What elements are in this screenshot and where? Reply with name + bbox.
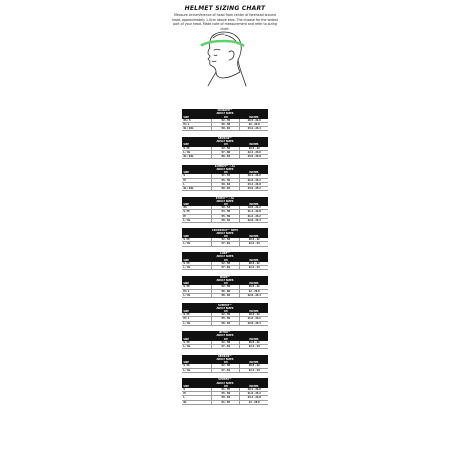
column-header: INCHES — [240, 259, 268, 262]
inches-cell: 20.5 - 22 — [240, 285, 268, 289]
size-table — [182, 116, 268, 132]
column-header: SIZE — [182, 143, 212, 146]
chart-subtitle: ADULT SIZES — [216, 357, 234, 361]
size-cell: L / XL — [182, 368, 212, 372]
cm-cell: 57 - 61 — [212, 368, 240, 372]
cm-cell: 55 - 59 — [212, 214, 240, 218]
size-cell: L / XL — [182, 321, 212, 325]
inches-cell: 21.6 - 23.2 — [240, 392, 268, 396]
table-row — [182, 218, 268, 222]
table-row — [182, 345, 268, 349]
chart-subtitle: ADULT SIZES — [216, 167, 234, 171]
cm-cell: 57 - 61 — [212, 266, 240, 270]
size-table — [182, 310, 268, 326]
column-header: INCHES — [240, 116, 268, 119]
chart-model-name: SENSOR™ — [217, 354, 233, 358]
size-cell: S / M — [182, 285, 212, 289]
chart-header — [182, 197, 268, 204]
inches-cell: 20.1 - 21.6 — [240, 388, 268, 392]
size-table — [182, 385, 268, 405]
chart-header — [182, 109, 268, 116]
chart-subtitle: ADULT SIZES — [216, 381, 234, 385]
inches-cell: 22.4 - 24 — [240, 368, 268, 372]
inches-cell: 19.6 - 21.2 — [240, 206, 268, 210]
inches-cell: 23.2 - 24.8 — [240, 396, 268, 400]
chart-header — [182, 378, 268, 385]
column-header: INCHES — [240, 143, 268, 146]
size-cell: M — [182, 392, 212, 396]
column-header: INCHES — [240, 203, 268, 206]
cm-cell: 58 - 62 — [212, 293, 240, 297]
size-cell: L / XL — [182, 218, 212, 222]
column-header: CM — [212, 259, 240, 262]
table-row — [182, 400, 268, 404]
inches-cell: 23.2 - 24.8 — [240, 182, 268, 186]
size-table — [182, 203, 268, 223]
chart-subtitle: ADULT SIZES — [216, 306, 234, 310]
size-cell: L — [182, 182, 212, 186]
inches-cell: 22.4 - 24 — [240, 242, 268, 246]
column-header: INCHES — [240, 171, 268, 174]
chart-header — [182, 228, 268, 235]
table-row — [182, 186, 268, 190]
chart-subtitle: ADULT SIZES — [216, 199, 234, 203]
size-cell: XL / 2XL — [182, 186, 212, 190]
size-chart — [182, 331, 268, 349]
inches-cell: 22.4 - 24 — [240, 266, 268, 270]
inches-cell: 21.2 - 22.8 — [240, 210, 268, 214]
column-header: SIZE — [182, 361, 212, 364]
size-cell: XS / S — [182, 119, 212, 123]
table-row — [182, 242, 268, 246]
cm-cell: 52 - 56 — [212, 147, 240, 151]
size-chart — [182, 276, 268, 298]
size-table — [182, 282, 268, 298]
size-cell: S / M — [182, 364, 212, 368]
chart-model-name: SUMMIT™ / AL — [214, 164, 236, 168]
chart-model-name: SUMMIT™ — [217, 303, 233, 307]
cm-cell: 58 - 62 — [212, 321, 240, 325]
inches-cell: 20.5 - 22 — [240, 238, 268, 242]
cm-cell: 56 - 58 — [212, 122, 240, 126]
chart-subtitle: ADULT SIZES — [216, 112, 234, 116]
inches-cell: 23.2 - 24.4 — [240, 127, 268, 131]
column-header: SIZE — [182, 385, 212, 388]
size-cell: S — [182, 388, 212, 392]
size-table — [182, 235, 268, 247]
inches-cell: 20.5 - 22 — [240, 313, 268, 317]
column-header: SIZE — [182, 282, 212, 285]
size-chart — [182, 109, 268, 131]
size-cell: L / XL — [182, 345, 212, 349]
cm-cell: 55 - 59 — [212, 392, 240, 396]
size-table — [182, 259, 268, 271]
chart-subtitle: ADULT SIZES — [216, 278, 234, 282]
column-header: SIZE — [182, 338, 212, 341]
column-header: CM — [212, 116, 240, 119]
chart-model-name: LURE™ — [220, 252, 230, 256]
cm-cell: 59 - 63 — [212, 182, 240, 186]
column-header: CM — [212, 282, 240, 285]
size-cell: M / L — [182, 289, 212, 293]
table-row — [182, 127, 268, 131]
table-row — [182, 368, 268, 372]
measurement-instructions: Measure circumference of head from center of forehead around head, approximately 1.5cm above ears. The choose for the widest part of your head. Make note of measurement and refer to sizing chart. — [172, 13, 278, 31]
size-chart — [182, 197, 268, 224]
inches-cell: 21.6 - 23.2 — [240, 214, 268, 218]
inches-cell: 24 - 25.6 — [240, 400, 268, 404]
inches-cell: 22.4 - 23.6 — [240, 150, 268, 154]
column-header: CM — [212, 338, 240, 341]
chart-subtitle: ADULT SIZES — [216, 140, 234, 144]
size-cell: S — [182, 174, 212, 178]
chart-model-name: WANDER™ — [217, 109, 233, 113]
table-row — [182, 293, 268, 297]
cm-cell: 52 - 56 — [212, 285, 240, 289]
size-cell: XL / 2XL — [182, 127, 212, 131]
size-chart — [182, 252, 268, 270]
size-cell: S / M — [182, 313, 212, 317]
cm-cell: 51 - 55 — [212, 174, 240, 178]
size-cell: M / L — [182, 317, 212, 321]
cm-cell: 52 - 55 — [212, 119, 240, 123]
chart-model-name: SENSOR™ — [217, 136, 233, 140]
cm-cell: 61 - 65 — [212, 400, 240, 404]
inches-cell: 21.6 - 23.2 — [240, 178, 268, 182]
size-cell: XS — [182, 206, 212, 210]
chart-subtitle: ADULT SIZES — [216, 334, 234, 338]
size-cell: L / XL — [182, 150, 212, 154]
table-row — [182, 154, 268, 158]
size-cell: M / L — [182, 122, 212, 126]
column-header: SIZE — [182, 259, 212, 262]
column-header: CM — [212, 143, 240, 146]
chart-header — [182, 252, 268, 259]
cm-cell: 59 - 63 — [212, 396, 240, 400]
chart-model-name: CROSSWAY™ MIPS — [211, 228, 239, 232]
chart-model-name: MIND™ — [219, 275, 231, 279]
column-header: INCHES — [240, 282, 268, 285]
inches-cell: 22.8 - 24.4 — [240, 293, 268, 297]
size-chart — [182, 165, 268, 192]
column-header: SIZE — [182, 310, 212, 313]
cm-cell: 51 - 55 — [212, 388, 240, 392]
inches-cell: 22 - 23.6 — [240, 289, 268, 293]
cm-cell: 54 - 58 — [212, 210, 240, 214]
column-header: SIZE — [182, 116, 212, 119]
head-measurement-icon — [196, 30, 248, 88]
size-cell: L / XL — [182, 266, 212, 270]
page-title: HELMET SIZING CHART — [184, 5, 266, 12]
column-header: SIZE — [182, 235, 212, 238]
size-cell: L — [182, 396, 212, 400]
inches-cell: 20.5 - 21.6 — [240, 119, 268, 123]
table-row — [182, 266, 268, 270]
size-cell: M — [182, 214, 212, 218]
size-table — [182, 338, 268, 350]
chart-model-name: STATIC™ / AL — [215, 196, 235, 200]
cm-cell: 58 - 62 — [212, 218, 240, 222]
size-chart — [182, 137, 268, 159]
size-cell: S / M — [182, 238, 212, 242]
column-header: CM — [212, 361, 240, 364]
inches-cell: 20.5 - 22 — [240, 147, 268, 151]
chart-header — [182, 355, 268, 362]
column-header: CM — [212, 385, 240, 388]
size-cell: XL / 2XL — [182, 154, 212, 158]
inches-cell: 20.1 - 21.6 — [240, 174, 268, 178]
size-cell: L / XL — [182, 293, 212, 297]
inches-cell: 20.5 - 22 — [240, 364, 268, 368]
inches-cell: 21.6 - 23.2 — [240, 317, 268, 321]
column-header: INCHES — [240, 338, 268, 341]
cm-cell: 56 - 60 — [212, 289, 240, 293]
cm-cell: 52 - 56 — [212, 313, 240, 317]
inches-cell: 22.8 - 24.4 — [240, 321, 268, 325]
size-cell: S / M — [182, 341, 212, 345]
cm-cell: 55 - 59 — [212, 178, 240, 182]
chart-model-name: NITRO™ — [219, 331, 231, 335]
column-header: CM — [212, 203, 240, 206]
inches-cell: 22.8 - 24.4 — [240, 218, 268, 222]
column-header: CM — [212, 235, 240, 238]
inches-cell: 22 - 22.8 — [240, 122, 268, 126]
cm-cell: 52 - 56 — [212, 262, 240, 266]
column-header: INCHES — [240, 310, 268, 313]
size-chart — [182, 355, 268, 373]
size-chart — [182, 378, 268, 405]
size-cell: S / M — [182, 147, 212, 151]
cm-cell: 57 - 61 — [212, 242, 240, 246]
cm-cell: 59 - 62 — [212, 127, 240, 131]
column-header: INCHES — [240, 385, 268, 388]
cm-cell: 57 - 61 — [212, 345, 240, 349]
size-table — [182, 361, 268, 373]
table-row — [182, 321, 268, 325]
chart-header — [182, 276, 268, 283]
column-header: CM — [212, 171, 240, 174]
chart-header — [182, 331, 268, 338]
size-chart — [182, 228, 268, 246]
chart-subtitle: ADULT SIZES — [216, 231, 234, 235]
size-cell: S / M — [182, 210, 212, 214]
size-table — [182, 171, 268, 191]
cm-cell: 50 - 54 — [212, 206, 240, 210]
cm-cell: 60 - 64 — [212, 186, 240, 190]
column-header: SIZE — [182, 171, 212, 174]
column-header: CM — [212, 310, 240, 313]
cm-cell: 60 - 63 — [212, 154, 240, 158]
inches-cell: 20.5 - 22 — [240, 341, 268, 345]
cm-cell: 52 - 56 — [212, 341, 240, 345]
size-cell: XL — [182, 400, 212, 404]
inches-cell: 23.6 - 24.8 — [240, 154, 268, 158]
size-cell: L / XL — [182, 242, 212, 246]
sizing-charts — [182, 109, 268, 410]
chart-subtitle: ADULT SIZES — [216, 255, 234, 259]
chart-header — [182, 137, 268, 144]
size-table — [182, 143, 268, 159]
size-cell: S / M — [182, 262, 212, 266]
inches-cell: 20.5 - 22 — [240, 262, 268, 266]
chart-header — [182, 165, 268, 172]
column-header: SIZE — [182, 203, 212, 206]
column-header: INCHES — [240, 361, 268, 364]
size-cell: M — [182, 178, 212, 182]
cm-cell: 52 - 56 — [212, 364, 240, 368]
size-chart — [182, 303, 268, 325]
cm-cell: 55 - 59 — [212, 317, 240, 321]
column-header: INCHES — [240, 235, 268, 238]
inches-cell: 23.6 - 25.2 — [240, 186, 268, 190]
inches-cell: 22.4 - 24 — [240, 345, 268, 349]
cm-cell: 52 - 56 — [212, 238, 240, 242]
chart-header — [182, 303, 268, 310]
chart-model-name: VERTEX™ — [218, 378, 232, 382]
cm-cell: 57 - 60 — [212, 150, 240, 154]
